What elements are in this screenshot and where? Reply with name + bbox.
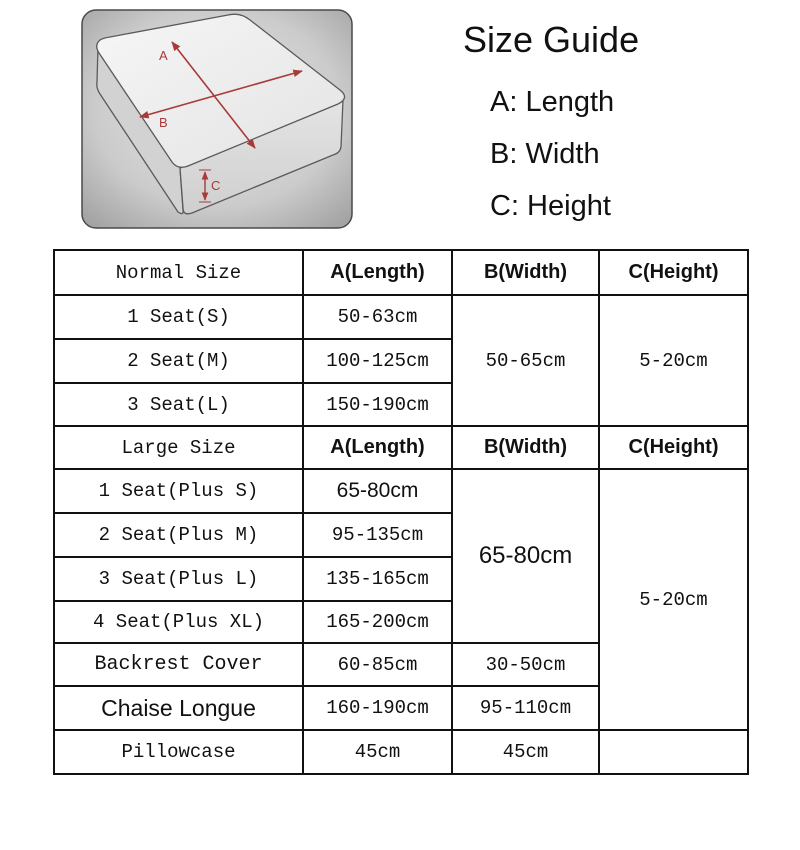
size-name: 2 Seat(M) <box>54 339 303 383</box>
large-height-value: 5-20cm <box>599 469 748 730</box>
size-name: Chaise Longue <box>54 686 303 730</box>
guide-title: Size Guide <box>463 19 640 60</box>
length-value: 95-135cm <box>303 513 452 557</box>
length-value: 60-85cm <box>303 643 452 686</box>
width-value: 30-50cm <box>452 643 599 686</box>
length-value: 100-125cm <box>303 339 452 383</box>
guide-item-height: C: Height <box>490 190 611 222</box>
length-header: A(Length) <box>303 250 452 295</box>
normal-size-header: Normal Size <box>54 250 303 295</box>
width-value: 95-110cm <box>452 686 599 730</box>
size-table <box>53 249 749 775</box>
normal-height-value: 5-20cm <box>599 295 748 426</box>
large-width-value: 65-80cm <box>452 469 599 643</box>
table-row <box>54 295 748 339</box>
length-header: A(Length) <box>303 426 452 469</box>
label-a: A <box>159 48 168 63</box>
width-value: 45cm <box>452 730 599 774</box>
size-name: 4 Seat(Plus XL) <box>54 601 303 643</box>
size-name: 1 Seat(Plus S) <box>54 469 303 513</box>
length-value: 165-200cm <box>303 601 452 643</box>
size-name: Pillowcase <box>54 730 303 774</box>
width-header: B(Width) <box>452 426 599 469</box>
length-value: 135-165cm <box>303 557 452 601</box>
table-row <box>54 730 748 774</box>
height-header: C(Height) <box>599 426 748 469</box>
normal-width-value: 50-65cm <box>452 295 599 426</box>
height-header: C(Height) <box>599 250 748 295</box>
size-name: 3 Seat(Plus L) <box>54 557 303 601</box>
guide-item-width: B: Width <box>490 138 600 170</box>
length-value: 50-63cm <box>303 295 452 339</box>
normal-header-row <box>54 250 748 295</box>
size-name: 1 Seat(S) <box>54 295 303 339</box>
label-b: B <box>159 115 168 130</box>
height-value-empty <box>599 730 748 774</box>
size-name: 3 Seat(L) <box>54 383 303 426</box>
table-row <box>54 469 748 513</box>
length-value: 150-190cm <box>303 383 452 426</box>
length-value: 160-190cm <box>303 686 452 730</box>
label-c: C <box>211 178 221 193</box>
length-value: 45cm <box>303 730 452 774</box>
size-name: Backrest Cover <box>54 643 303 686</box>
cushion-diagram <box>0 0 360 235</box>
guide-item-length: A: Length <box>490 86 615 118</box>
large-size-header: Large Size <box>54 426 303 469</box>
large-header-row <box>54 426 748 469</box>
length-value: 65-80cm <box>303 469 452 513</box>
size-name: 2 Seat(Plus M) <box>54 513 303 557</box>
width-header: B(Width) <box>452 250 599 295</box>
